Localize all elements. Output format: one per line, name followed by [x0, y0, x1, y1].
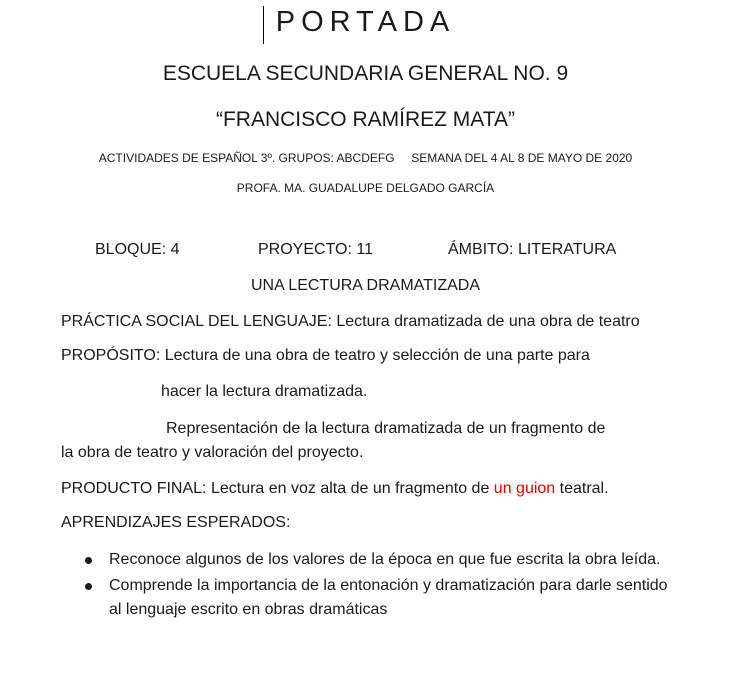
bullet-icon [85, 557, 92, 564]
school-name: “FRANCISCO RAMÍREZ MATA” [215, 108, 516, 131]
producto-suffix: teatral. [555, 480, 609, 497]
list-item-text: Reconoce algunos de los valores de la época en que fue escrita la obra leída. [109, 551, 661, 568]
list-item-text: Comprende la importancia de la entonación y dramatización para darle sentido al lenguaje escrito en obras dramáticas [109, 577, 668, 618]
producto-final [61, 480, 609, 498]
activities-line: ACTIVIDADES DE ESPAÑOL 3º. GRUPOS: ABCDEFG SEMANA DEL 4 AL 8 DE MAYO DE 2020 [98, 151, 633, 165]
proposito-line-2: hacer la lectura dramatizada. [161, 383, 368, 400]
producto-highlight: un guion [493, 480, 556, 497]
practica-social: PRÁCTICA SOCIAL DEL LENGUAJE: Lectura dramatizada de una obra de teatro [61, 313, 640, 330]
page-title: PORTADA [275, 6, 456, 38]
lesson-title: UNA LECTURA DRAMATIZADA [250, 277, 481, 294]
proposito-line-3: Representación de la lectura dramatizada de un fragmento de [166, 420, 606, 437]
ambito-label: ÁMBITO: LITERATURA [448, 241, 617, 258]
teacher-name: PROFA. MA. GUADALUPE DELGADO GARCÍA [236, 181, 495, 195]
aprendizajes-list [83, 548, 683, 624]
bloque-label: BLOQUE: 4 [95, 241, 180, 258]
aprendizajes-heading: APRENDIZAJES ESPERADOS: [61, 514, 291, 531]
proposito-line-4: la obra de teatro y valoración del proyecto. [61, 444, 364, 461]
bullet-icon [85, 583, 92, 590]
producto-prefix: PRODUCTO FINAL: Lectura en voz alta de un fragmento de [61, 480, 494, 497]
list-item [83, 574, 683, 622]
list-item [83, 548, 683, 572]
proyecto-label: PROYECTO: 11 [258, 241, 373, 258]
proposito-line-1: PROPÓSITO: Lectura de una obra de teatro y selección de una parte para [61, 347, 590, 364]
school-heading: ESCUELA SECUNDARIA GENERAL NO. 9 [162, 62, 569, 85]
